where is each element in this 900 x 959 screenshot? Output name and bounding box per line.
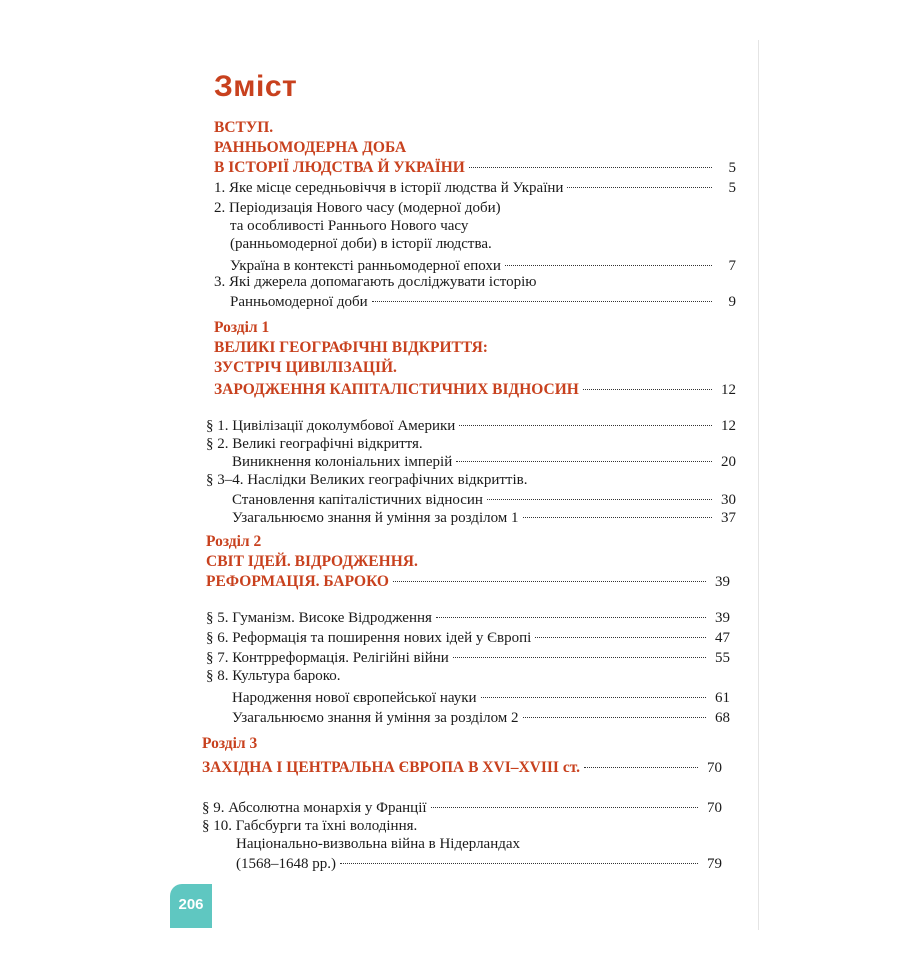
page-ref: 37 <box>721 510 736 526</box>
section1-heading-line3: ЗАРОДЖЕННЯ КАПІТАЛІСТИЧНИХ ВІДНОСИН <box>214 381 579 398</box>
entry-title: § 7. Контрреформація. Релігійні війни <box>206 650 449 666</box>
entry-title-line: § 3–4. Наслідки Великих географічних відкриттів. <box>206 472 528 488</box>
toc-entry-intro-3[interactable] <box>230 292 736 312</box>
page-number: 206 <box>178 896 204 913</box>
dot-leader <box>487 499 712 500</box>
entry-title-line: 2. Періодизація Нового часу (модерної доби) <box>214 200 501 216</box>
dot-leader <box>436 617 706 618</box>
page-ref: 39 <box>715 574 730 590</box>
page-ref: 12 <box>721 382 736 398</box>
toc-entry-intro-1[interactable] <box>214 178 736 198</box>
dot-leader <box>372 301 712 302</box>
entry-title: Узагальнюємо знання й уміння за розділом 2 <box>232 710 519 726</box>
toc-entry-section3[interactable] <box>202 758 722 778</box>
page-ref: 5 <box>728 160 736 176</box>
entry-title-line: Національно-визвольна війна в Нідерландах <box>236 836 521 852</box>
section1-label: Розділ 1 <box>214 319 270 336</box>
entry-title: Становлення капіталістичних відносин <box>232 492 483 508</box>
page-ref: 70 <box>707 760 722 776</box>
dot-leader <box>456 461 712 462</box>
entry-title-line: § 10. Габсбурги та їхні володіння. <box>202 818 418 834</box>
toc-entry-5[interactable] <box>206 608 730 628</box>
page-ref: 12 <box>721 418 736 434</box>
page-number-badge <box>170 884 212 928</box>
section2-heading-line1: СВІТ ІДЕЙ. ВІДРОДЖЕННЯ. <box>206 553 418 570</box>
toc-entry-10[interactable] <box>236 854 722 874</box>
dot-leader <box>481 697 706 698</box>
entry-title: (1568–1648 рр.) <box>236 856 336 872</box>
dot-leader <box>459 425 712 426</box>
toc-entry-8[interactable] <box>232 688 730 708</box>
toc-entry-7[interactable] <box>206 648 730 668</box>
page-title: Зміст <box>214 70 298 103</box>
page-ref: 68 <box>715 710 730 726</box>
entry-title-line: § 2. Великі географічні відкриття. <box>206 436 423 452</box>
entry-title: Ранньомодерної доби <box>230 294 368 310</box>
page-ref: 79 <box>707 856 722 872</box>
entry-title-line: (ранньомодерної доби) в історії людства. <box>230 236 492 252</box>
section2-heading-line2: РЕФОРМАЦІЯ. БАРОКО <box>206 573 389 590</box>
intro-heading-line1: ВСТУП. <box>214 119 274 136</box>
page-ref: 7 <box>728 258 736 274</box>
page-ref: 61 <box>715 690 730 706</box>
toc-entry-section2[interactable] <box>206 572 730 592</box>
dot-leader <box>567 187 712 188</box>
entry-title-line: 3. Які джерела допомагають досліджувати історію <box>214 274 537 290</box>
section1-heading-line1: ВЕЛИКІ ГЕОГРАФІЧНІ ВІДКРИТТЯ: <box>214 339 488 356</box>
section2-label: Розділ 2 <box>206 533 262 550</box>
dot-leader <box>393 581 706 582</box>
intro-heading-line3: В ІСТОРІЇ ЛЮДСТВА Й УКРАЇНИ <box>214 159 465 176</box>
dot-leader <box>431 807 698 808</box>
page-ref: 9 <box>728 294 736 310</box>
section1-heading-line2: ЗУСТРІЧ ЦИВІЛІЗАЦІЙ. <box>214 359 397 376</box>
dot-leader <box>523 517 712 518</box>
toc-entry-3-4[interactable] <box>232 490 736 510</box>
toc-entry-6[interactable] <box>206 628 730 648</box>
section3-heading-line1: ЗАХІДНА І ЦЕНТРАЛЬНА ЄВРОПА В XVI–XVIII ст. <box>202 759 581 776</box>
toc-entry-summary-2[interactable] <box>232 708 730 728</box>
page-ref: 20 <box>721 454 736 470</box>
entry-title: Узагальнюємо знання й уміння за розділом 1 <box>232 510 519 526</box>
intro-heading-line2: РАННЬОМОДЕРНА ДОБА <box>214 139 407 156</box>
dot-leader <box>453 657 706 658</box>
dot-leader <box>469 167 712 168</box>
toc-entry-intro[interactable] <box>214 158 736 178</box>
toc-entry-section1[interactable] <box>214 380 736 400</box>
dot-leader <box>584 767 698 768</box>
page-ref: 47 <box>715 630 730 646</box>
entry-title: § 6. Реформація та поширення нових ідей у Європі <box>206 630 532 646</box>
page-ref: 5 <box>728 180 736 196</box>
entry-title: Україна в контексті ранньомодерної епохи <box>230 258 501 274</box>
entry-title-line: § 8. Культура бароко. <box>206 668 341 684</box>
page-ref: 70 <box>707 800 722 816</box>
toc-entry-1[interactable] <box>206 416 736 436</box>
dot-leader <box>583 389 712 390</box>
dot-leader <box>505 265 712 266</box>
entry-title: § 1. Цивілізації доколумбової Америки <box>206 418 456 434</box>
entry-title: 1. Яке місце середньовіччя в історії людства й України <box>214 180 564 196</box>
page-ref: 30 <box>721 492 736 508</box>
page-ref: 39 <box>715 610 730 626</box>
toc-entry-summary-1[interactable] <box>232 508 736 528</box>
entry-title: § 5. Гуманізм. Високе Відродження <box>206 610 432 626</box>
page-ref: 55 <box>715 650 730 666</box>
dot-leader <box>535 637 706 638</box>
section3-label: Розділ 3 <box>202 735 258 752</box>
dot-leader <box>523 717 706 718</box>
entry-title-line: та особливості Раннього Нового часу <box>230 218 469 234</box>
toc-entry-2[interactable] <box>232 452 736 472</box>
toc-entry-9[interactable] <box>202 798 722 818</box>
entry-title: Виникнення колоніальних імперій <box>232 454 453 470</box>
entry-title: Народження нової європейської науки <box>232 690 477 706</box>
entry-title: § 9. Абсолютна монархія у Франції <box>202 800 427 816</box>
dot-leader <box>340 863 698 864</box>
